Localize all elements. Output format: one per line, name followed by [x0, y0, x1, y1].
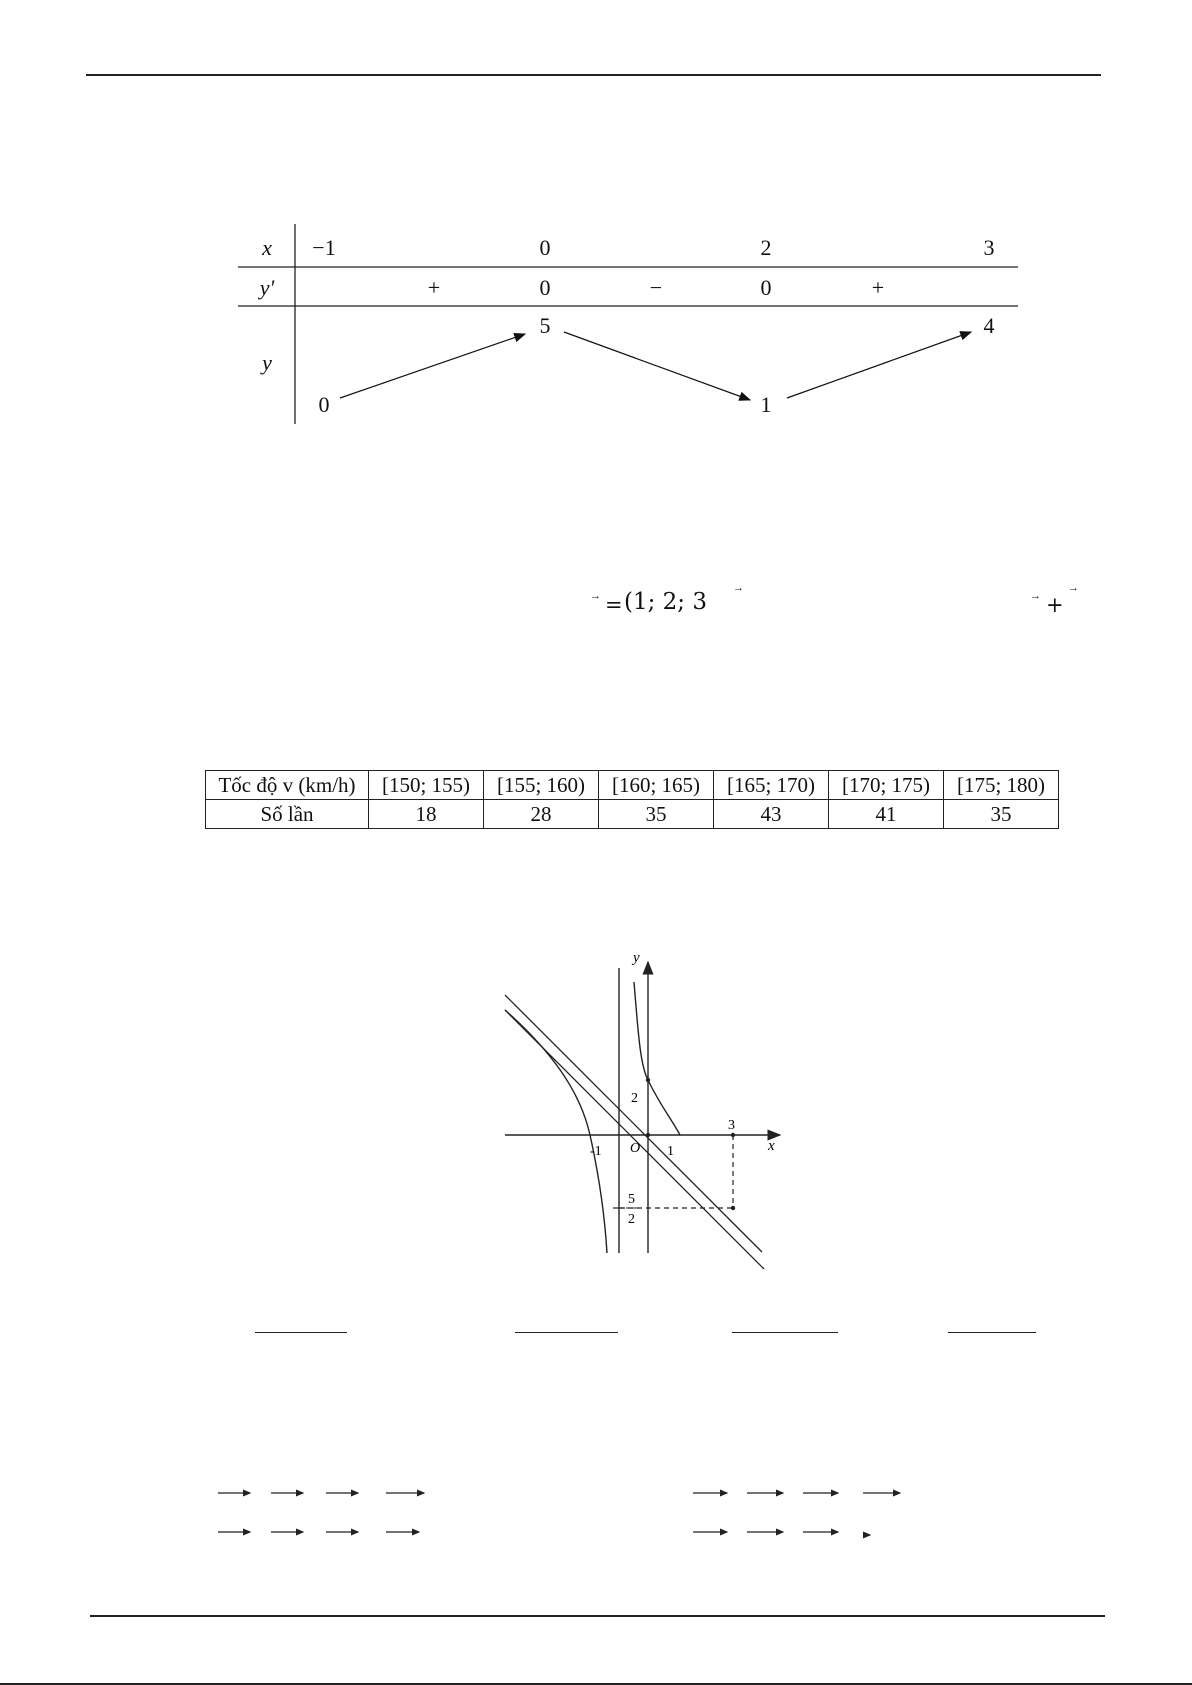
label-y: y: [262, 350, 272, 375]
count-cell: 28: [484, 800, 599, 829]
interval-cell: [155; 160): [484, 771, 599, 800]
y-value: 5: [539, 313, 551, 338]
x-value: −1: [312, 235, 336, 260]
function-graph: [500, 950, 790, 1270]
arrow-decrease: [564, 332, 750, 400]
option-fraction-bar-a: [255, 1332, 347, 1333]
vector-components: (1; 2; 3: [624, 589, 707, 615]
vector-arrow-icon: →: [1068, 582, 1079, 594]
count-cell: 18: [369, 800, 484, 829]
tick-label-x-one: 1: [667, 1144, 674, 1159]
option-fraction-bar-c: [732, 1332, 838, 1333]
header-rule: [86, 74, 1101, 76]
tick-label-y-two: 2: [631, 1091, 638, 1106]
y-value: 0: [318, 392, 330, 417]
derivative-sign: 0: [760, 275, 772, 300]
graph-canvas: [500, 950, 790, 1270]
tick-label-frac-denominator: 2: [628, 1212, 635, 1227]
point-on-line: [731, 1206, 735, 1210]
count-cell: 43: [714, 800, 829, 829]
y-axis-label: y: [633, 950, 640, 966]
option-fraction-bar-b: [515, 1332, 618, 1333]
interval-cell: [160; 165): [599, 771, 714, 800]
interval-cell: [175; 180): [944, 771, 1059, 800]
derivative-sign: +: [871, 275, 885, 300]
count-cell: 35: [944, 800, 1059, 829]
y-value: 4: [983, 313, 995, 338]
table-row: [206, 771, 1059, 800]
point-three: [731, 1133, 735, 1137]
tick-label-x-three: 3: [728, 1118, 735, 1133]
arrow-increase-1: [340, 334, 525, 398]
vector-arrow-icon: →: [590, 590, 601, 602]
count-cell: 41: [829, 800, 944, 829]
variation-table-lines: [238, 222, 1018, 424]
point-origin: [646, 1133, 650, 1137]
interval-cell: [165; 170): [714, 771, 829, 800]
table-row: [206, 800, 1059, 829]
plus-sign: +: [1046, 593, 1064, 617]
arrow-increase-2: [787, 332, 971, 398]
header-cell: Tốc độ v (km/h): [206, 771, 369, 800]
vector-arrows-canvas: [0, 1483, 1192, 1543]
tick-label-frac-numerator: 5: [628, 1192, 635, 1207]
label-y-prime: y′: [259, 275, 275, 300]
option-fraction-bar-d: [948, 1332, 1036, 1333]
x-value: 3: [983, 235, 995, 260]
x-value: 2: [760, 235, 772, 260]
count-label-cell: Số lần: [206, 800, 369, 829]
count-cell: 35: [599, 800, 714, 829]
origin-label: O: [630, 1141, 641, 1156]
y-value: 1: [760, 392, 772, 417]
frequency-table: [205, 770, 1059, 829]
page-bottom-rule: [0, 1683, 1192, 1685]
tick-label-x-minus-one: -1: [590, 1144, 602, 1159]
x-axis-label: x: [768, 1138, 775, 1154]
point-y-intercept: [646, 1078, 650, 1082]
interval-cell: [170; 175): [829, 771, 944, 800]
variation-table: [238, 222, 1018, 424]
derivative-sign: +: [427, 275, 441, 300]
x-value: 0: [539, 235, 551, 260]
derivative-sign: −: [649, 275, 663, 300]
footer-rule: [90, 1615, 1105, 1617]
vector-arrow-icon: →: [733, 582, 744, 594]
vector-arrow-icon: →: [1030, 590, 1041, 602]
interval-cell: [150; 155): [369, 771, 484, 800]
equals-sign: =: [605, 593, 623, 617]
label-x: x: [262, 235, 272, 260]
derivative-sign: 0: [539, 275, 551, 300]
curve-right-branch: [634, 982, 680, 1135]
